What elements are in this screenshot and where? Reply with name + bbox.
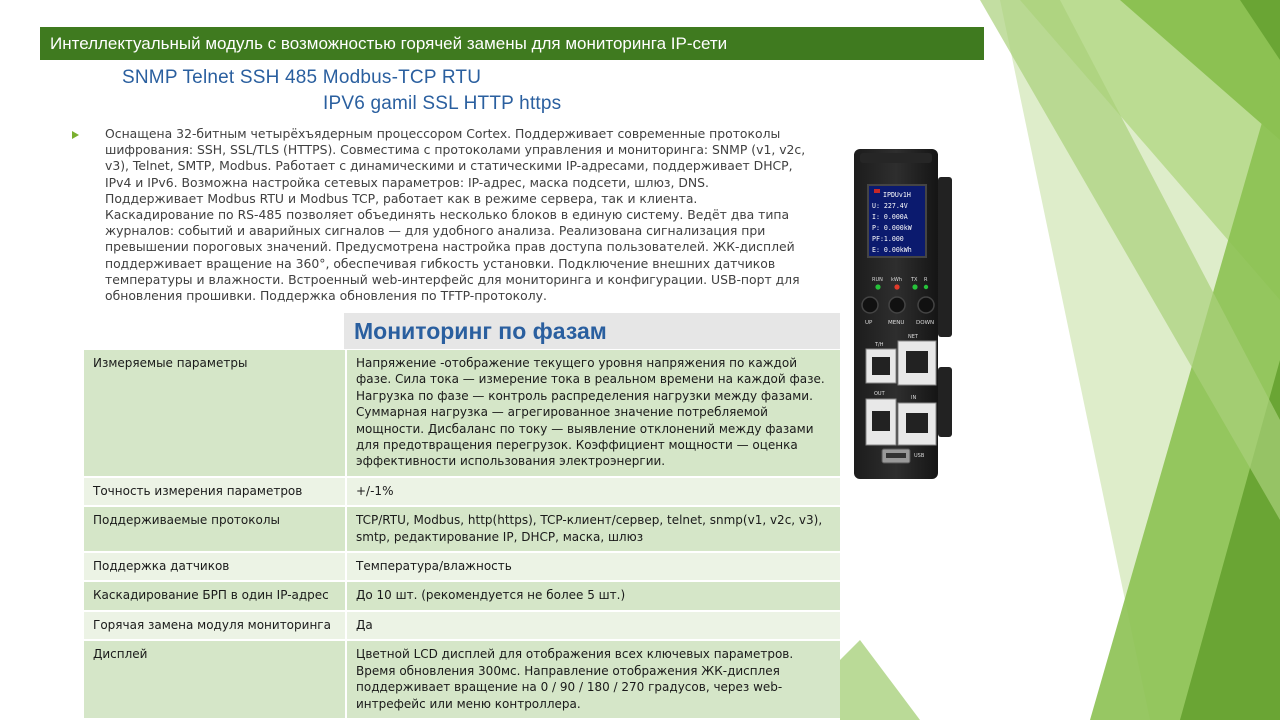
table-row bbox=[84, 581, 840, 610]
value-cell: +/-1% bbox=[346, 477, 840, 506]
value-cell: Цветной LCD дисплей для отображения всех ключевых параметров. Время обновления 300мс. Направление отображения ЖК-дисплея поддерживает вращение на 0 / 90 / 180 / 270 градусов, через web-интрефейс или меню контроллера. bbox=[346, 640, 840, 719]
value-cell: До 10 шт. (рекомендуется не более 5 шт.) bbox=[346, 581, 840, 610]
protocols-line-1: SNMP Telnet SSH 485 Modbus-TCP RTU bbox=[122, 67, 482, 88]
button-label-menu: MENU bbox=[888, 320, 905, 326]
table-row bbox=[84, 506, 840, 552]
table-row bbox=[84, 350, 840, 477]
monitoring-module-image bbox=[848, 147, 954, 480]
port-label-usb: USB bbox=[914, 453, 925, 459]
led-label-kwh: kWh bbox=[891, 277, 903, 283]
value-cell: Температура/влажность bbox=[346, 552, 840, 581]
bullet-arrow-icon bbox=[72, 131, 79, 139]
value-cell: Да bbox=[346, 611, 840, 640]
protocols-line-2: IPV6 gamil SSL HTTP https bbox=[323, 93, 562, 114]
led-label-run: RUN bbox=[872, 277, 883, 283]
spec-table bbox=[84, 350, 840, 720]
param-cell: Точность измерения параметров bbox=[84, 477, 346, 506]
param-cell: Измеряемые параметры bbox=[84, 350, 346, 477]
section-header bbox=[344, 313, 840, 349]
led-label-tx: TX bbox=[911, 277, 918, 283]
lcd-line-3: I: 0.000A bbox=[872, 213, 908, 221]
value-cell: TCP/RTU, Modbus, http(https), TCP-клиент/сервер, telnet, snmp(v1, v2c, v3), smtp, редактирование IP, DHCP, маска, шлюз bbox=[346, 506, 840, 552]
value-cell: Напряжение -отображение текущего уровня напряжения по каждой фазе. Сила тока — измерение тока в реальном времени на каждой фазе. Нагрузка по фазе — контроль распределения нагрузки между фазами. Суммарная нагрузка — агрегированное значение потребляемой мощности. Дисбаланс по току — выявление отклонений между фазами для предотвращения перегрузок. Коэффициент мощности — оценка эффективности использования электроэнергии. bbox=[346, 350, 840, 477]
title-bar bbox=[40, 27, 984, 60]
port-label-net: NET bbox=[908, 334, 918, 340]
button-label-down: DOWN bbox=[916, 320, 935, 326]
lcd-line-6: E: 0.00kWh bbox=[872, 246, 912, 254]
table-row bbox=[84, 640, 840, 719]
param-cell: Дисплей bbox=[84, 640, 346, 719]
table-row bbox=[84, 552, 840, 581]
port-label-in: IN bbox=[911, 395, 917, 401]
table-row bbox=[84, 477, 840, 506]
slide-title: Интеллектуальный модуль с возможностью горячей замены для мониторинга IP-сети bbox=[50, 33, 728, 53]
port-label-out: OUT bbox=[874, 391, 885, 397]
param-cell: Поддерживаемые протоколы bbox=[84, 506, 346, 552]
port-label-th: T/H bbox=[875, 342, 884, 348]
param-cell: Горячая замена модуля мониторинга bbox=[84, 611, 346, 640]
button-label-up: UP bbox=[865, 320, 873, 326]
lcd-line-5: PF:1.000 bbox=[872, 235, 904, 243]
lcd-line-4: P: 0.000kW bbox=[872, 224, 912, 232]
table-row bbox=[84, 611, 840, 640]
lcd-line-1: IPDUv1H bbox=[883, 191, 911, 199]
section-title: Мониторинг по фазам bbox=[354, 317, 607, 344]
param-cell: Каскадирование БРП в один IP-адрес bbox=[84, 581, 346, 610]
description-paragraph: Оснащена 32-битным четырёхъядерным процессором Cortex. Поддерживает современные протоколы шифрования: SSH, SSL/TLS (HTTPS). Совместима с протоколами управления и мониторинга: SNMP (v1, v2c, v3), Telnet, SMTP, Modbus. Работает с динамическими и статическими IP-адресами, поддерживает DHCP, IPv4 и IPv6. Возможна настройка сетевых параметров: IP-адрес, маска подсети, шлюз, DNS. Поддерживает Modbus RTU и Modbus TCP, работает как в режиме сервера, так и клиента. Каскадирование по RS-485 позволяет объединять несколько блоков в единую систему. Ведёт два типа журналов: событий и аварийных сигналов — для удобного анализа. Реализована сигнализация при превышении пороговых значений. Предусмотрена настройка прав доступа пользователей. ЖК-дисплей поддерживает вращение на 360°, обеспечивая гибкость установки. Подключение внешних датчиков температуры и влажности. Встроенный web-интерфейс для мониторинга и конфигурации. USB-порт для обновления прошивки. Поддержка обновления по TFTP-протоколу. bbox=[105, 126, 806, 304]
led-label-r: R bbox=[924, 277, 928, 283]
param-cell: Поддержка датчиков bbox=[84, 552, 346, 581]
lcd-line-2: U: 227.4V bbox=[872, 202, 908, 210]
